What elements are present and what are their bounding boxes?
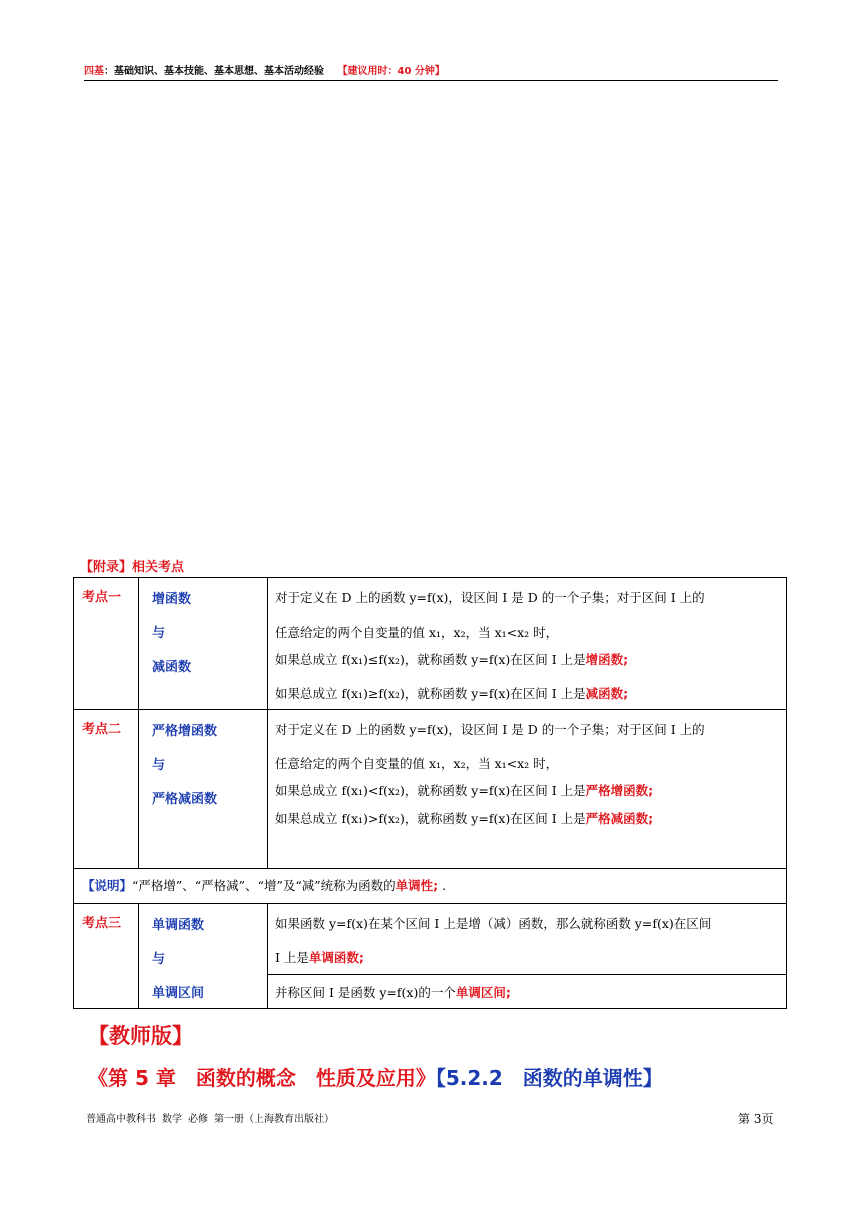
term-strict-increasing: 严格增函数 (152, 724, 218, 739)
highlight-decreasing: 减函数; (585, 686, 629, 701)
kaodian-row-3 (73, 903, 787, 1009)
header-rule (84, 80, 778, 81)
footer-book-info: 普通高中教科书 数学 必修 第一册（上海教育出版社） (86, 1114, 335, 1125)
definition-line: 如果总成立 f(x₁)≥f(x₂)，就称函数 y=f(x)在区间 I 上是减函数; (275, 686, 629, 701)
header-time-hint: 【建议用时：40 分钟】 (337, 66, 445, 77)
note-label: 【说明】 (82, 878, 133, 893)
term-monotonic-function: 单调函数 (152, 918, 205, 933)
definition-line: 对于定义在 D 上的函数 y=f(x)，设区间 I 是 D 的一个子集；对于区间 I 上的 (275, 590, 705, 605)
kaodian-label: 考点三 (82, 916, 122, 931)
highlight-increasing: 增函数; (585, 652, 629, 667)
kaodian-row-2 (73, 709, 787, 869)
header-text: ：基础知识、基本技能、基本思想、基本活动经验 (104, 66, 324, 77)
page-header (84, 62, 776, 77)
term-and: 与 (152, 626, 166, 641)
highlight-strict-increasing: 严格增函数; (585, 783, 654, 798)
appendix-title: 【附录】相关考点 (80, 560, 185, 575)
definition-line: 对于定义在 D 上的函数 y=f(x)，设区间 I 是 D 的一个子集；对于区间 I 上的 (275, 722, 705, 737)
column-divider (267, 710, 268, 868)
term-and: 与 (152, 952, 166, 967)
term-decreasing: 减函数 (152, 660, 192, 675)
highlight-monotonic-function: 单调函数; (308, 950, 364, 965)
section-title: 【5.2.2 函数的单调性】 (435, 1066, 663, 1090)
kaodian-label: 考点二 (82, 722, 122, 737)
kaodian-row-1 (73, 577, 787, 710)
term-increasing: 增函数 (152, 592, 192, 607)
highlight-monotonic-interval: 单调区间; (455, 985, 511, 1000)
highlight-monotonicity: 单调性; (395, 878, 439, 893)
definition-line: 任意给定的两个自变量的值 x₁，x₂，当 x₁<x₂ 时， (275, 756, 559, 771)
definition-line: 任意给定的两个自变量的值 x₁，x₂，当 x₁<x₂ 时， (275, 625, 559, 640)
definition-line: 如果总成立 f(x₁)≤f(x₂)，就称函数 y=f(x)在区间 I 上是增函数; (275, 652, 629, 667)
definition-line: I 上是单调函数; (275, 950, 364, 965)
term-strict-decreasing: 严格减函数 (152, 792, 218, 807)
term-and: 与 (152, 758, 166, 773)
column-divider (267, 904, 268, 1008)
definition-line: 并称区间 I 是函数 y=f(x)的一个单调区间; (275, 985, 511, 1000)
cell-divider (267, 974, 786, 975)
header-label: 四基 (84, 66, 104, 77)
highlight-strict-decreasing: 严格减函数; (585, 811, 654, 826)
column-divider (138, 578, 139, 709)
kaodian-label: 考点一 (82, 590, 122, 605)
definition-line: 如果函数 y=f(x)在某个区间 I 上是增（减）函数，那么就称函数 y=f(x)在区间 (275, 916, 712, 931)
column-divider (138, 710, 139, 868)
page-number: 第 3页 (738, 1112, 774, 1126)
teacher-version-title: 【教师版】 (88, 1024, 193, 1048)
term-monotonic-interval: 单调区间 (152, 986, 205, 1001)
definition-line: 如果总成立 f(x₁)<f(x₂)，就称函数 y=f(x)在区间 I 上是严格增函数; (275, 783, 654, 798)
chapter-title: 《第 5 章 函数的概念 性质及应用》【5.2.2 函数的单调性】 (88, 1066, 663, 1090)
note-row (73, 868, 787, 904)
column-divider (138, 904, 139, 1008)
note-text: 【说明】“严格增”、“严格减”、“增”及“减”统称为函数的单调性; . (82, 878, 447, 893)
column-divider (267, 578, 268, 709)
definition-line: 如果总成立 f(x₁)>f(x₂)，就称函数 y=f(x)在区间 I 上是严格减函数; (275, 811, 654, 826)
